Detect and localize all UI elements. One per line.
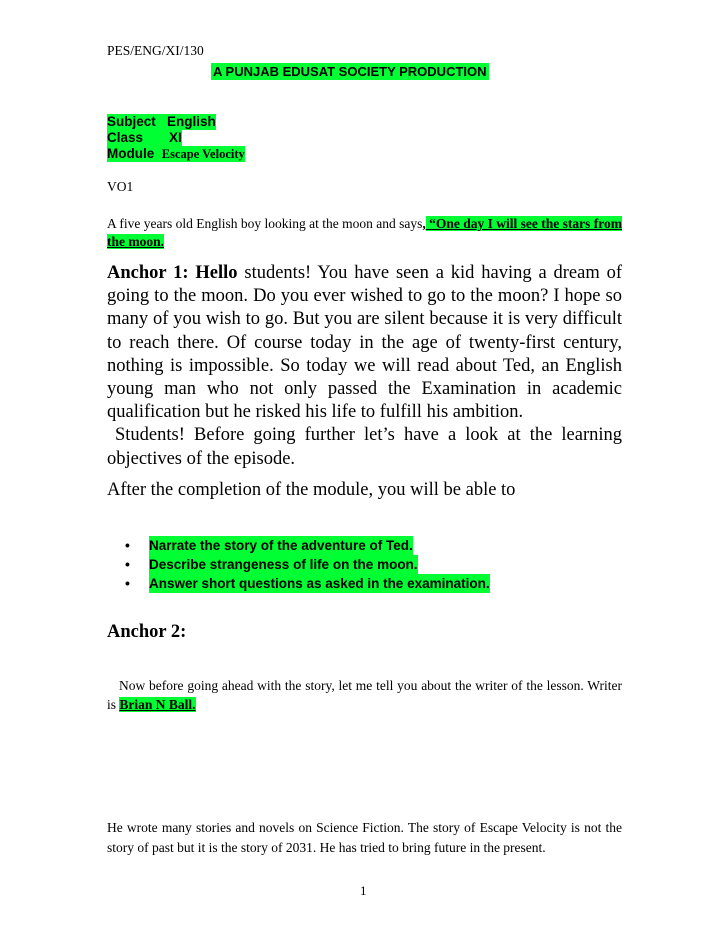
list-item bbox=[125, 574, 490, 593]
writer-paragraph bbox=[107, 676, 622, 714]
anchor1-paragraph bbox=[107, 262, 622, 424]
anchor1-objectives-intro: Students! Before going further let’s have a look at the learning objectives of the episode. bbox=[107, 425, 622, 469]
completion-line: After the completion of the module, you will be able to bbox=[107, 480, 516, 500]
subject-line bbox=[107, 114, 216, 130]
writer-text: Now before going ahead with the story, let me tell you about the writer of the lesson. Writer is bbox=[107, 678, 622, 712]
anchor1-text: students! You have seen a kid having a dream of going to the moon. Do you ever wished to go to the moon? I hope so many of you wish to go. But you are silent because it is very difficult to reach there. Of course today in the age of twenty-first century, nothing is impossible. So today we will read about Ted, an English young man who not only passed the Examination in academic qualification but he risked his life to fulfill his ambition. bbox=[107, 263, 622, 423]
anchor2-heading: Anchor 2: bbox=[107, 622, 187, 642]
document-id: PES/ENG/XI/130 bbox=[107, 43, 204, 58]
intro-paragraph bbox=[107, 215, 622, 251]
intro-text: A five years old English boy looking at the moon and says bbox=[107, 216, 423, 231]
objective-text: Narrate the story of the adventure of Ted. bbox=[149, 538, 413, 553]
list-item bbox=[125, 536, 490, 555]
objective-text: Describe strangeness of life on the moon. bbox=[149, 557, 418, 572]
module-info bbox=[107, 114, 245, 162]
writer-name: Brian N Ball. bbox=[119, 697, 196, 712]
subject-value: English bbox=[167, 114, 216, 129]
list-item bbox=[125, 555, 490, 574]
closing-paragraph: He wrote many stories and novels on Science Fiction. The story of Escape Velocity is not the story of past but it is the story of 2031. He has tried to bring future in the present. bbox=[107, 820, 622, 855]
subject-row bbox=[107, 114, 245, 130]
bullet-icon: • bbox=[125, 537, 130, 553]
class-label: Class bbox=[107, 130, 144, 145]
module-value: Escape Velocity bbox=[161, 147, 245, 161]
bullet-icon: • bbox=[125, 575, 130, 591]
anchor1-section bbox=[107, 262, 622, 471]
production-banner: A PUNJAB EDUSAT SOCIETY PRODUCTION bbox=[213, 64, 487, 79]
bullet-icon: • bbox=[125, 556, 130, 572]
class-row bbox=[107, 130, 245, 146]
page-number: 1 bbox=[360, 883, 367, 898]
intro-comma: , bbox=[422, 216, 426, 231]
module-line bbox=[107, 146, 245, 162]
module-row bbox=[107, 146, 245, 162]
intro-quote: “One day I will see the stars from the moon. bbox=[107, 216, 622, 249]
voiceover-label: VO1 bbox=[107, 179, 134, 194]
subject-label: Subject bbox=[107, 114, 156, 129]
anchor1-heading: Anchor 1: Hello bbox=[107, 263, 238, 283]
objectives-list bbox=[125, 536, 490, 593]
objective-text: Answer short questions as asked in the examination. bbox=[149, 576, 490, 591]
class-value: XI bbox=[169, 130, 182, 145]
class-line bbox=[107, 130, 182, 146]
module-label: Module bbox=[107, 146, 155, 161]
